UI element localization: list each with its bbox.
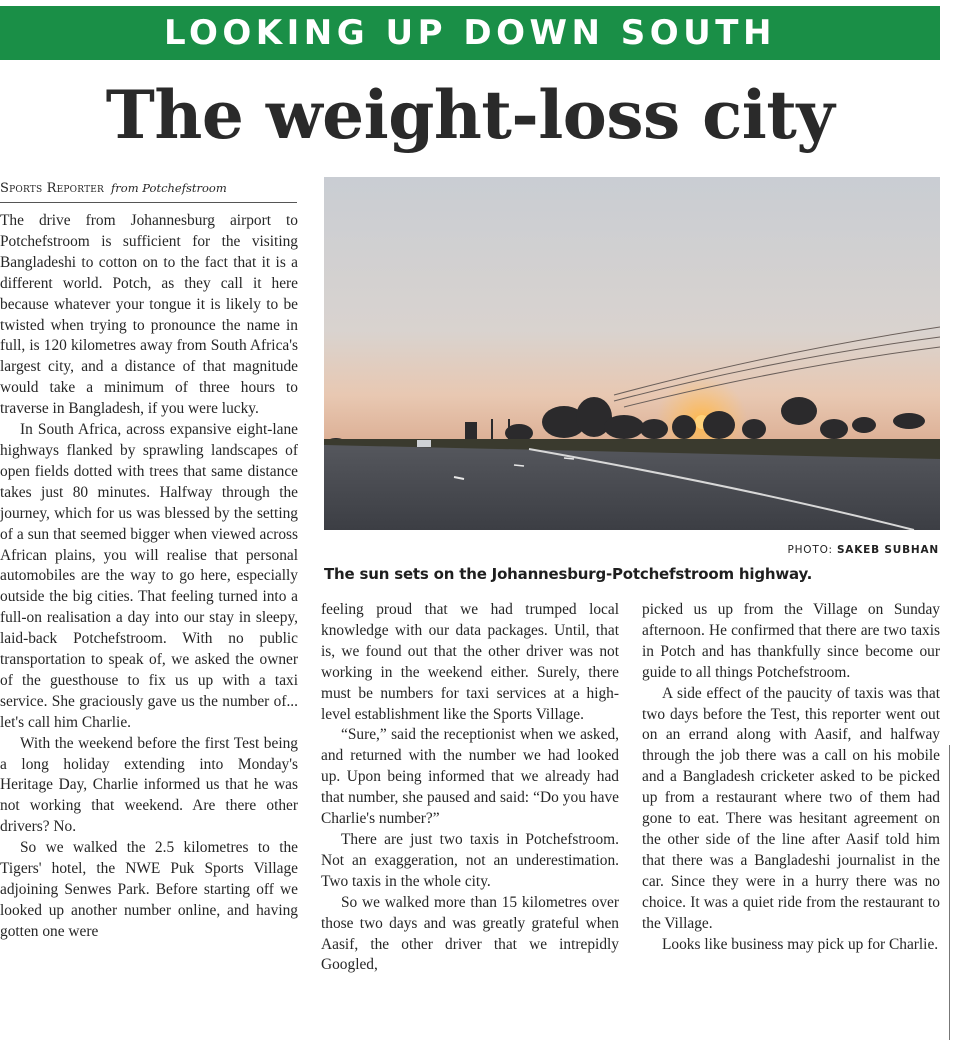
paragraph: picked us up from the Village on Sunday afternoon. He confirmed that there are two taxis in Potch and has thankfully since become our guide to all things Potchefstroom. [642, 601, 940, 681]
photo-credit [324, 544, 939, 556]
distant-car [417, 440, 431, 447]
paragraph: So we walked more than 15 kilometres over those two days and was greatly grateful when Aasif, the other driver that we intrepidly Googled, [321, 893, 619, 974]
photo-caption: The sun sets on the Johannesburg-Potchefstroom highway. [324, 565, 813, 583]
paragraph: With the weekend before the first Test being a long holiday extending into Monday's Heritage Day, Charlie informed us that he was not working that weekend. Are there other drivers? No. [0, 734, 298, 836]
column-rule [949, 745, 950, 1040]
article-column-1 [0, 211, 298, 1041]
sky [324, 177, 940, 457]
article-column-2 [321, 600, 619, 1041]
paragraph: So we walked the 2.5 kilometres to the Tigers' hotel, the NWE Puk Sports Village adjoining Senwes Park. Before starting off we looked up another number online, and having gotten one were [0, 839, 298, 940]
byline-name: Sports Reporter [0, 181, 105, 196]
paragraph: feeling proud that we had trumped local knowledge with our data packages. Until, that is, we found out that the other driver was not working in the weekend either. Surely, there must be numbers for taxi services at a high-level establishment like the Sports Village. [321, 601, 619, 723]
paragraph: A side effect of the paucity of taxis was that two days before the Test, this reporter went out on an errand along with Aasif, and halfway through the job there was a call on his mobile and a Bangladesh cricketer asked to be picked up from a restaurant where two of them had gone to eat. There was hesitant agreement on the other side of the line after Aasif told him that there was a Bangladeshi journalist in the car. Since they were in a hurry there was no choice. It was a quiet ride from the restaurant to the Village. [642, 684, 940, 932]
paragraph: The drive from Johannesburg airport to Potchefstroom is sufficient for the visiting Bangladeshi to cotton on to the fact that it is a different world. Potch, as they call it here because whatever your tongue it is likely to be twisted when trying to pronounce the name in full, is 120 kilometres away from South Africa's largest city, and a distance of that magnitude would take a minimum of three hours to traverse in Bangladesh, if you were lucky. [0, 212, 298, 418]
section-banner: LOOKING UP DOWN SOUTH [0, 6, 940, 60]
lane-marking [564, 458, 574, 459]
photo-credit-name: SAKEB SUBHAN [836, 544, 939, 556]
photo-credit-prefix: PHOTO: [787, 544, 833, 556]
byline-location: from Potchefstroom [111, 181, 227, 195]
paragraph: There are just two taxis in Potchefstroom. Not an exaggeration, not an underestimation. Two taxis in the whole city. [321, 830, 619, 890]
highway-sunset-photo [324, 177, 940, 530]
lane-marking [514, 465, 524, 466]
article-column-3 [642, 600, 940, 1041]
paragraph: “Sure,” said the receptionist when we asked, and returned with the number we had looked up. Upon being informed that we already had that number, she paused and said: “Do you have Charlie's number?” [321, 726, 619, 828]
byline [0, 180, 297, 203]
paragraph: In South Africa, across expansive eight-lane highways flanked by sprawling landscapes of open fields dotted with trees that same distance takes just 80 minutes. Halfway through the journey, which for us was blessed by the setting of a sun that seemed bigger when viewed across African plains, you will realise that personal automobiles are the way to go here, especially outside the big cities. That feeling turned into a full-on realisation a day into our stay in sleepy, laid-back Potchefstroom. With no public transportation to speak of, we asked the owner of the guesthouse to fix us up with a taxi service. She graciously gave us the number of... let's call him Charlie. [0, 421, 298, 731]
headline: The weight-loss city [105, 76, 835, 154]
paragraph: Looks like business may pick up for Charlie. [662, 935, 939, 953]
road [324, 445, 940, 530]
